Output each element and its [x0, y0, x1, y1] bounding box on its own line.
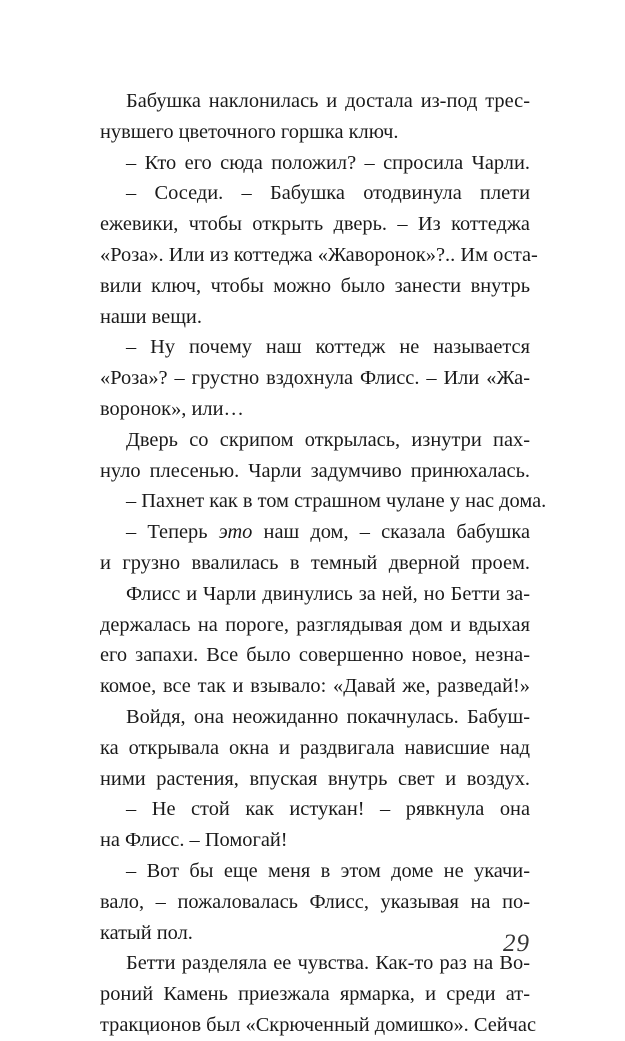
text-line: ка открывала окна и раздвигала нависшие над	[100, 736, 530, 759]
text-line: ними растения, впуская внутрь свет и воздух.	[100, 767, 530, 790]
text-line: нуло плесенью. Чарли задумчиво принюхалась.	[100, 459, 530, 482]
text-run: – Теперь	[126, 521, 219, 544]
text-line: – Не стой как истукан! – рявкнула она	[126, 798, 530, 821]
text-line: тракционов был «Скрюченный домишко». Сейчас	[100, 1013, 537, 1036]
text-line: Дверь со скрипом открылась, изнутри пах-	[126, 428, 530, 451]
text-line: «Роза»? – грустно вздохнула Флисс. – Или «Жа-	[100, 367, 530, 390]
text-line: – Вот бы еще меня в этом доме не укачи-	[126, 859, 530, 882]
text-line: ежевики, чтобы открыть дверь. – Из коттеджа	[100, 213, 530, 236]
text-line: комое, все так и взывало: «Давай же, разведай!»	[100, 675, 530, 698]
italic-word: это	[218, 521, 253, 544]
body-text	[100, 86, 547, 1041]
text-line: вили ключ, чтобы можно было занести внутрь	[100, 274, 530, 297]
text-line: катый пол.	[100, 921, 193, 944]
text-line: наши вещи.	[100, 305, 202, 328]
text-line: воронок», или…	[100, 397, 244, 420]
text-line: – Пахнет как в том страшном чулане у нас дома.	[126, 490, 547, 513]
text-line: вало, – пожаловалась Флисс, указывая на по-	[100, 890, 530, 913]
text-line: – Ну почему наш коттедж не называется	[126, 336, 530, 359]
text-line: его запахи. Все было совершенно новое, незна-	[100, 644, 530, 667]
text-line: нувшего цветочного горшка ключ.	[100, 120, 399, 143]
text-line	[100, 517, 530, 548]
text-line: Флисс и Чарли двинулись за ней, но Бетти за-	[126, 582, 530, 605]
text-line: – Кто его сюда положил? – спросила Чарли.	[126, 151, 530, 174]
text-line: Войдя, она неожиданно покачнулась. Бабуш-	[126, 705, 530, 728]
text-line: на Флисс. – Помогай!	[100, 829, 288, 852]
text-line: Бабушка наклонилась и достала из-под трес-	[126, 90, 530, 112]
text-line: и грузно ввалилась в темный дверной проем.	[100, 551, 530, 574]
text-line: роний Камень приезжала ярмарка, и среди ат-	[100, 983, 530, 1006]
page-number: 29	[503, 930, 530, 957]
text-line: Бетти разделяла ее чувства. Как-то раз на Во-	[126, 952, 530, 975]
text-line: держалась на пороге, разглядывая дом и вдыхая	[100, 613, 530, 636]
text-run: наш дом, – сказала бабушка	[252, 521, 531, 544]
text-line: «Роза». Или из коттеджа «Жаворонок»?.. Им оста-	[100, 243, 538, 266]
text-line: – Соседи. – Бабушка отодвинула плети	[126, 182, 530, 205]
